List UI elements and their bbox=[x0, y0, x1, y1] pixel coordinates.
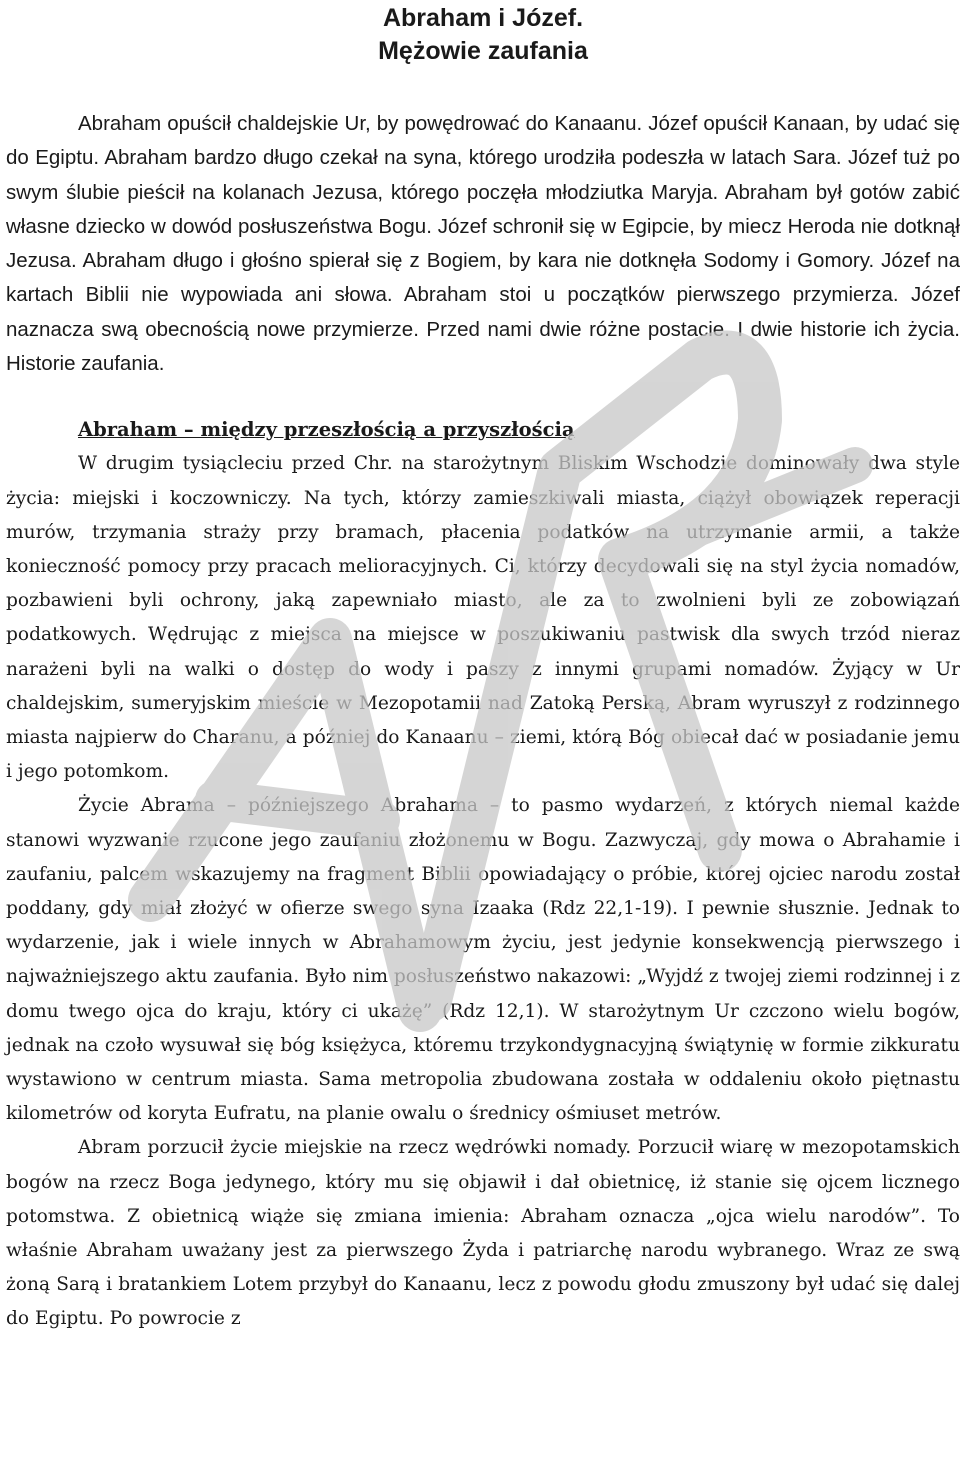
title-block bbox=[6, 0, 960, 68]
intro-paragraph: Abraham opuścił chaldejskie Ur, by powędrować do Kanaanu. Józef opuścił Kanaan, by udać się do Egiptu. Abraham bardzo długo czekał na syna, którego urodziła podeszła w latach Sara. Józef tuż po swym ślubie pieścił na kolanach Jezusa, którego poczęła młodziutka Maryja. Abraham był gotów zabić własne dziecko w dowód posłuszeństwa Bogu. Józef schronił się w Egipcie, by miecz Heroda nie dotknął Jezusa. Abraham długo i głośno spierał się z Bogiem, by kara nie dotknęła Sodomy i Gomory. Józef na kartach Biblii nie wypowiada ani słowa. Abraham stoi u początków pierwszego przymierza. Józef naznacza swą obecnością nowe przymierze. Przed nami dwie różne postacie. I dwie historie ich życia. Historie zaufania. bbox=[6, 112, 960, 376]
page-subtitle: Mężowie zaufania bbox=[378, 37, 588, 65]
section-heading-text: Abraham – między przeszłością a przyszłością bbox=[78, 418, 575, 442]
page-title: Abraham i Józef. bbox=[382, 4, 584, 32]
body-paragraph-1: W drugim tysiącleciu przed Chr. na starożytnym Bliskim Wschodzie dominowały dwa style życia: miejski i koczowniczy. Na tych, którzy zamieszkiwali miasta, ciążył obowiązek reperacji murów, trzymania straży przy bramach, płacenia podatków na utrzymanie armii, a także konieczność pomocy przy pracach melioracyjnych. Ci, którzy decydowali się na styl życia nomadów, pozbawieni byli ochrony, jaką zapewniało miasto, ale za to zwolnieni byli ze zobowiązań podatkowych. Wędrując z miejsca na miejsce w poszukiwaniu pastwisk dla swych trzód nieraz narażeni byli na walki o dostęp do wody i paszy z innymi grupami nomadów. Żyjący w Ur chaldejskim, sumeryjskim mieście w Mezopotamii nad Zatoką Perską, Abram wyruszył z rodzinnego miasta najpierw do Charanu, a później do Kanaanu – ziemi, którą Bóg obiecał dać w posiadanie jemu i jego potomkom. bbox=[6, 453, 960, 783]
body-paragraph-3: Abram porzucił życie miejskie na rzecz wędrówki nomady. Porzucił wiarę w mezopotamskich bogów na rzecz Boga jedynego, który mu się objawił i dał obietnicę, iż stanie się ojcem licznego potomstwa. Z obietnicą wiąże się zmiana imienia: Abraham oznacza „ojca wielu narodów”. To właśnie Abraham uważany jest za pierwszego Żyda i patriarchę narodu wybranego. Wraz ze swą żoną Sarą i bratankiem Lotem przybył do Kanaanu, lecz z powodu głodu zmuszony był udać się dalej do Egiptu. Po powrocie z bbox=[6, 1137, 960, 1330]
document-page bbox=[6, 0, 960, 1470]
body-paragraph-2: Życie Abrama – późniejszego Abrahama – to pasmo wydarzeń, z których niemal każde stanowi wyzwanie rzucone jego zaufaniu złożonemu w Bogu. Zazwyczaj, gdy mowa o Abrahamie i zaufaniu, palcem wskazujemy na fragment Biblii opowiadający o próbie, której ojciec narodu został poddany, gdy miał złożyć w ofierze swego syna Izaaka (Rdz 22,1-19). I pewnie słusznie. Jednak to wydarzenie, jak i wiele innych w Abrahamowym życiu, jest jedynie konsekwencją pierwszego i najważniejszego aktu zaufania. Było nim posłuszeństwo nakazowi: „Wyjdź z twojej ziemi rodzinnej i z domu twego ojca do kraju, który ci ukażę” (Rdz 12,1). W starożytnym Ur czczono wielu bogów, jednak na czoło wysuwał się bóg księżyca, któremu trzykondygnacyjną świątynię w formie zikkuratu wystawiono w centrum miasta. Sama metropolia zbudowana została w oddaleniu około piętnastu kilometrów od koryta Eufratu, na planie owalu o średnicy ośmiuset metrów. bbox=[6, 795, 960, 1125]
section-heading bbox=[78, 413, 960, 447]
